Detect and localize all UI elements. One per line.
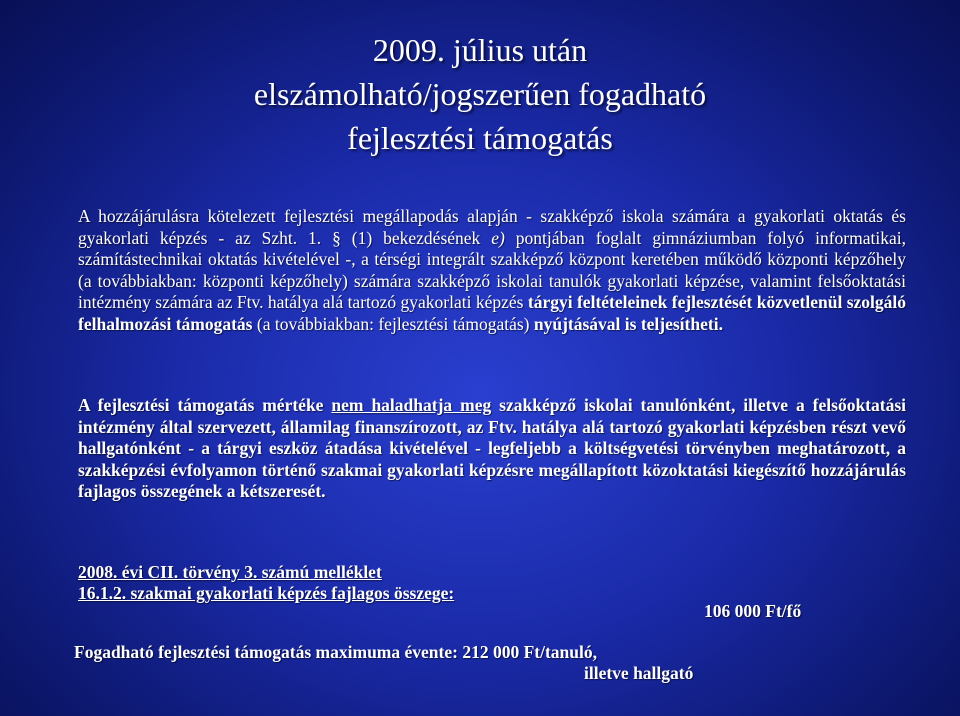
title-line-3: fejlesztési támogatás — [347, 120, 613, 156]
title-line-2: elszámolható/jogszerűen fogadható — [253, 76, 707, 112]
law-line-2: 16.1.2. szakmai gyakorlati képzés fajlagos összege: — [78, 583, 455, 603]
paragraph2-text-a: A fejlesztési támogatás mértéke — [78, 395, 332, 415]
maximum-support-line: Fogadható fejlesztési támogatás maximuma évente: 212 000 Ft/tanuló, — [74, 642, 597, 662]
paragraph1-text-b: pontjában foglalt gimnáziumban folyó informatikai, számítástechnikai oktatás kivételével -, a térségi integrált szakképző központ keretében működő központi képzőhely (a továbbiakban: központi képzőhely) számára szakképző iskolai tanulók gyakorlati képzése, valamint felsőoktatási intézmény számára az Ftv. hatálya alá tartozó gyakorlati képzés — [78, 227, 906, 313]
paragraph-contribution — [78, 206, 906, 336]
paragraph1-bold: tárgyi feltételeinek fejlesztését közvetlenül szolgáló felhalmozási támogatás — [78, 292, 907, 334]
paragraph1-italic: e) — [491, 227, 505, 248]
law-line-1: 2008. évi CII. törvény 3. számú melléklet — [78, 562, 382, 582]
paragraph2-underlined: nem haladhatja meg — [331, 395, 492, 415]
amount-per-person: 106 000 Ft/fő — [704, 601, 802, 621]
slide-title — [0, 28, 960, 160]
paragraph-limit — [78, 395, 906, 503]
maximum-support-line-2: illetve hallgató — [584, 663, 694, 683]
paragraph2-text-b: szakképző iskolai tanulónként, illetve a felsőoktatási intézmény által szervezett, államilag finanszírozott, az Ftv. hatálya alá tartozó gyakorlati képzésben részt vevő hallgatónként - a tárgyi eszköz átadása kivételével - legfeljebb a költségvetési törvényben meghatározott, a szakképzési évfolyamon történő szakmai gyakorlati képzésre megállapított közoktatási kiegészítő hozzájárulás fajlagos összegének a kétszeresét. — [78, 395, 906, 502]
paragraph1-text-c: (a továbbiakban: fejlesztési támogatás) — [252, 313, 534, 334]
title-line-1: 2009. július után — [372, 32, 588, 68]
paragraph1-text-a: A hozzájárulásra kötelezett fejlesztési megállapodás alapján - szakképző iskola számára a gyakorlati oktatás és gyakorlati képzés - az Szht. 1. § (1) bekezdésének — [78, 206, 906, 248]
law-reference — [78, 562, 454, 604]
paragraph1-bold-end: nyújtásával is teljesítheti. — [533, 313, 723, 334]
